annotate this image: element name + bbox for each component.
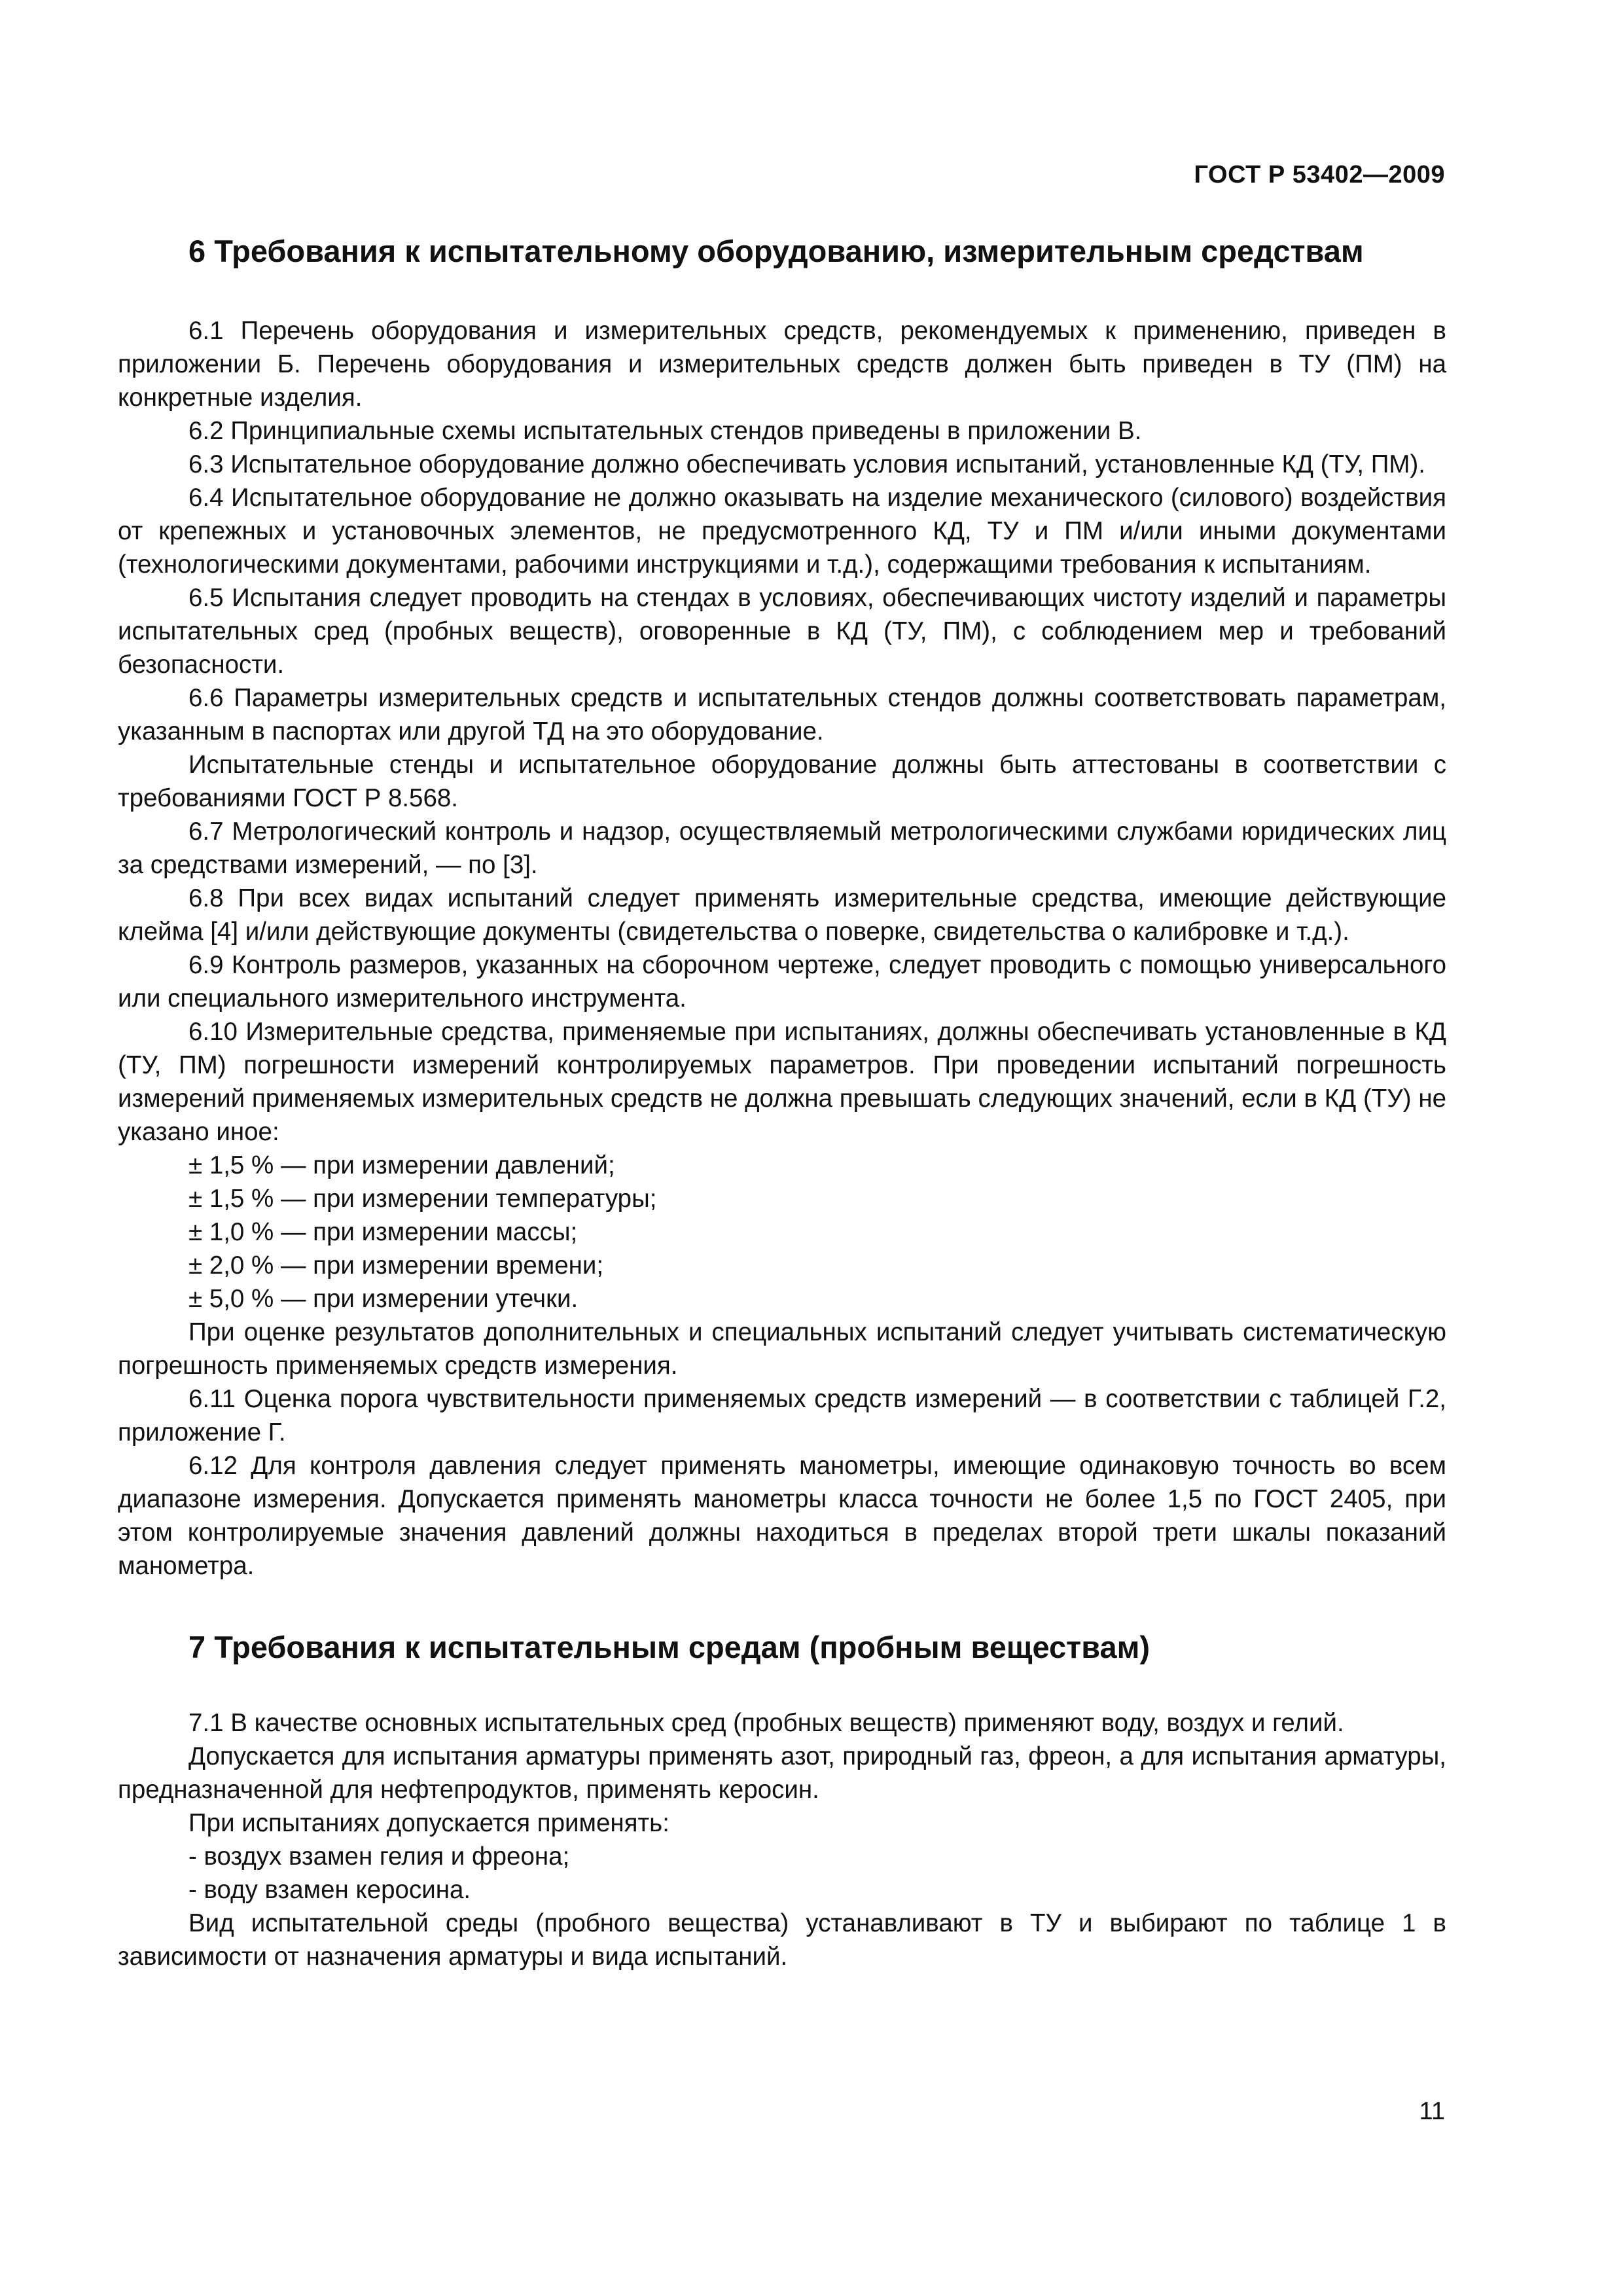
- paragraph-6-10: 6.10 Измерительные средства, применяемые при испытаниях, должны обеспечивать установленные в КД (ТУ, ПМ) погрешности измерений контролируемых параметров. При проведении испытаний погрешность измерений применяемых измерительных средств не должна превышать следующих значений, если в КД (ТУ) не указано иное:: [118, 1018, 1446, 1146]
- tolerance-item-mass: ± 1,0 % — при измерении массы;: [188, 1218, 578, 1246]
- paragraph-6-2: 6.2 Принципиальные схемы испытательных стендов приведены в приложении В.: [188, 417, 1142, 445]
- dash-item-water: - воду взамен керосина.: [188, 1876, 471, 1904]
- paragraph-systematic-error: При оценке результатов дополнительных и специальных испытаний следует учитывать систематическую погрешность применяемых средств измерения.: [118, 1318, 1446, 1380]
- section-7-title: 7 Требования к испытательным средам (пробным веществам): [188, 1630, 1150, 1664]
- paragraph-6-9: 6.9 Контроль размеров, указанных на сборочном чертеже, следует проводить с помощью универсального или специального измерительного инструмента.: [118, 951, 1446, 1013]
- paragraph-7-1-allowed: При испытаниях допускается применять:: [188, 1809, 669, 1837]
- paragraph-6-3: 6.3 Испытательное оборудование должно обеспечивать условия испытаний, установленные КД (ТУ, ПМ).: [188, 450, 1425, 478]
- paragraph-6-8: 6.8 При всех видах испытаний следует применять измерительные средства, имеющие действующие клейма [4] и/или действующие документы (свидетельства о поверке, свидетельства о калибровке и т.д.).: [118, 884, 1446, 946]
- dash-item-air: - воздух взамен гелия и фреона;: [188, 1842, 570, 1871]
- paragraph-6-7: 6.7 Метрологический контроль и надзор, осуществляемый метрологическими службами юридических лиц за средствами измерений, — по [3].: [118, 817, 1446, 879]
- tolerance-item-pressure: ± 1,5 % — при измерении давлений;: [188, 1151, 615, 1179]
- paragraph-6-11: 6.11 Оценка порога чувствительности применяемых средств измерений — в соответствии с таблицей Г.2, приложение Г.: [118, 1385, 1446, 1446]
- paragraph-6-4: 6.4 Испытательное оборудование не должно оказывать на изделие механического (силового) воздействия от крепежных и установочных элементов, не предусмотренного КД, ТУ и ПМ и/или иными документами (технологическими документами, рабочими инструкциями и т.д.), содержащими требования к испытаниям.: [118, 484, 1446, 579]
- paragraph-7-1-alternatives: Допускается для испытания арматуры применять азот, природный газ, фреон, а для испытания арматуры, предназначенной для нефтепродуктов, применять керосин.: [118, 1742, 1446, 1804]
- page-content: [118, 232, 1446, 1973]
- document-code: ГОСТ Р 53402—2009: [1194, 161, 1445, 188]
- tolerance-item-leakage: ± 5,0 % — при измерении утечки.: [188, 1285, 579, 1313]
- section-6-title: 6 Требования к испытательному оборудованию, измерительным средствам: [188, 234, 1364, 268]
- paragraph-6-5: 6.5 Испытания следует проводить на стендах в условиях, обеспечивающих чистоту изделий и параметры испытательных сред (пробных веществ), оговоренные в КД (ТУ, ПМ), с соблюдением мер и требований безопасности.: [118, 584, 1446, 679]
- paragraph-7-1-final: Вид испытательной среды (пробного вещества) устанавливают в ТУ и выбирают по таблице 1 в зависимости от назначения арматуры и вида испытаний.: [118, 1909, 1446, 1971]
- paragraph-6-1: 6.1 Перечень оборудования и измерительных средств, рекомендуемых к применению, приведен в приложении Б. Перечень оборудования и измерительных средств должен быть приведен в ТУ (ПМ) на конкретные изделия.: [118, 317, 1446, 412]
- page-number: 11: [1419, 2098, 1445, 2125]
- paragraph-6-6: 6.6 Параметры измерительных средств и испытательных стендов должны соответствовать параметрам, указанным в паспортах или другой ТД на это оборудование.: [118, 684, 1446, 745]
- tolerance-item-time: ± 2,0 % — при измерении времени;: [188, 1251, 604, 1280]
- paragraph-6-6-attestation: Испытательные стенды и испытательное оборудование должны быть аттестованы в соответствии с требованиями ГОСТ Р 8.568.: [118, 751, 1446, 812]
- paragraph-7-1: 7.1 В качестве основных испытательных сред (пробных веществ) применяют воду, воздух и гелий.: [188, 1709, 1344, 1737]
- paragraph-6-12: 6.12 Для контроля давления следует применять манометры, имеющие одинаковую точность во всем диапазоне измерения. Допускается применять манометры класса точности не более 1,5 по ГОСТ 2405, при этом контролируемые значения давлений должны находиться в пределах второй трети шкалы показаний манометра.: [118, 1452, 1446, 1580]
- tolerance-item-temperature: ± 1,5 % — при измерении температуры;: [188, 1185, 657, 1213]
